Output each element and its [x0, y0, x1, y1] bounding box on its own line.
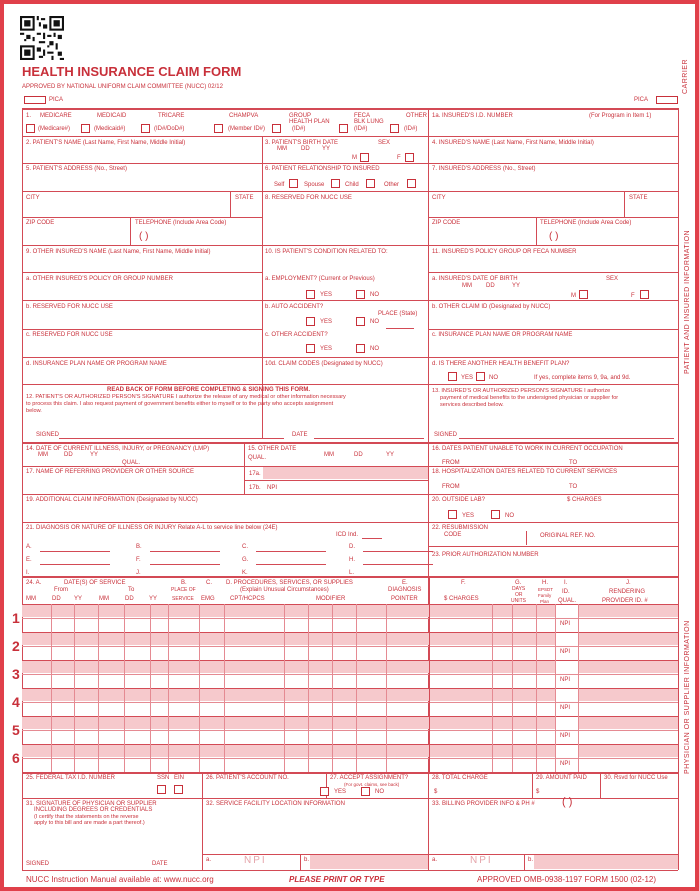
resubmission-label: 22. RESUBMISSION: [432, 525, 489, 531]
other-checkbox[interactable]: [390, 124, 399, 133]
insured-id-label: 1a. INSURED'S I.D. NUMBER: [432, 113, 513, 119]
diagnosis-letter: D.: [349, 544, 355, 550]
pica-right-label: PICA: [634, 97, 649, 103]
service-line-supplemental[interactable]: [22, 717, 555, 729]
diagnosis-letter: F.: [136, 557, 141, 563]
referring-provider-label: 17. NAME OF REFERRING PROVIDER OR OTHER SOURCE: [26, 469, 195, 475]
ssn-checkbox[interactable]: [157, 785, 166, 794]
line-number: 4: [12, 694, 20, 710]
diagnosis-letter: C.: [242, 544, 248, 550]
diagnosis-input[interactable]: [363, 577, 433, 578]
medicaid-label: MEDICAID: [97, 113, 127, 119]
medicare-label: MEDICARE: [40, 113, 72, 119]
insured-sex-f-checkbox[interactable]: [640, 290, 649, 299]
amount-paid-label: 29. AMOUNT PAID: [536, 775, 587, 781]
feca-label: FECA: [354, 113, 371, 119]
diagnosis-input[interactable]: [256, 577, 326, 578]
patient-sex-m-checkbox[interactable]: [360, 153, 369, 162]
service-line-supplemental[interactable]: [22, 689, 555, 701]
other-insured-name-label: 9. OTHER INSURED'S NAME (Last Name, First Name, Middle Initial): [26, 249, 211, 255]
reserved-8-label: 8. RESERVED FOR NUCC USE: [265, 195, 352, 201]
diagnosis-input[interactable]: [256, 551, 326, 552]
npi-label: NPI: [560, 649, 571, 655]
tricare-checkbox[interactable]: [141, 124, 150, 133]
insured-name-label: 4. INSURED'S NAME (Last Name, First Name, Middle Initial): [432, 140, 594, 146]
illness-date-label: 14. DATE OF CURRENT ILLNESS, INJURY, or PREGNANCY (LMP): [26, 446, 210, 452]
outside-lab-yes-checkbox[interactable]: [448, 510, 457, 519]
line-number: 5: [12, 722, 20, 738]
employment-label: a. EMPLOYMENT? (Current or Previous): [265, 276, 375, 282]
approval-note: APPROVED BY NATIONAL UNIFORM CLAIM COMMITTEE (NUCC) 02/12: [22, 84, 223, 90]
other-date-label: 15. OTHER DATE: [248, 446, 297, 452]
employment-yes-checkbox[interactable]: [306, 290, 315, 299]
another-plan-yes-checkbox[interactable]: [448, 372, 457, 381]
relationship-label: 6. PATIENT RELATIONSHIP TO INSURED: [265, 166, 380, 172]
patient-name-label: 2. PATIENT'S NAME (Last Name, First Name, Middle Initial): [26, 140, 186, 146]
line-number: 1: [12, 610, 20, 626]
diagnosis-letter: A.: [26, 544, 32, 550]
diagnosis-letter: G.: [242, 557, 249, 563]
other-accident-label: c. OTHER ACCIDENT?: [265, 332, 328, 338]
npi-label: NPI: [560, 621, 571, 627]
table-row[interactable]: [22, 772, 678, 773]
footer-omb: APPROVED OMB-0938-1197 FORM 1500 (02-12): [477, 875, 657, 884]
other-label: OTHER: [406, 113, 427, 119]
hospitalization-label: 18. HOSPITALIZATION DATES RELATED TO CURRENT SERVICES: [432, 469, 618, 475]
auto-no-checkbox[interactable]: [356, 317, 365, 326]
employment-no-checkbox[interactable]: [356, 290, 365, 299]
relationship-spouse-checkbox[interactable]: [331, 179, 340, 188]
qr-code: [20, 16, 64, 60]
npi-label: NPI: [560, 761, 571, 767]
diagnosis-input[interactable]: [40, 577, 110, 578]
facility-label: 32. SERVICE FACILITY LOCATION INFORMATION: [206, 801, 345, 807]
npi-label: NPI: [560, 733, 571, 739]
footer-manual: NUCC Instruction Manual available at: www.nucc.org: [26, 875, 214, 884]
medicaid-checkbox[interactable]: [81, 124, 90, 133]
outside-lab-label: 20. OUTSIDE LAB?: [432, 497, 486, 503]
diagnosis-letter: J.: [136, 570, 141, 576]
diagnosis-input[interactable]: [150, 551, 220, 552]
additional-info-label: 19. ADDITIONAL CLAIM INFORMATION (Designated by NUCC): [26, 497, 198, 503]
diagnosis-letter: E.: [26, 557, 32, 563]
npi-label: NPI: [560, 677, 571, 683]
service-line-supplemental[interactable]: [22, 633, 555, 645]
diagnosis-input[interactable]: [256, 564, 326, 565]
other-accident-no-checkbox[interactable]: [356, 344, 365, 353]
relationship-child-checkbox[interactable]: [366, 179, 375, 188]
diagnosis-input[interactable]: [40, 551, 110, 552]
account-no-label: 26. PATIENT'S ACCOUNT NO.: [206, 775, 289, 781]
tricare-label: TRICARE: [158, 113, 185, 119]
auto-accident-label: b. AUTO ACCIDENT?: [265, 304, 324, 310]
pica-left-label: PICA: [49, 97, 64, 103]
accept-no-checkbox[interactable]: [361, 787, 370, 796]
pica-left-box[interactable]: [24, 96, 46, 104]
pica-right-box[interactable]: [656, 96, 678, 104]
condition-related-label: 10. IS PATIENT'S CONDITION RELATED TO:: [265, 249, 388, 255]
outside-lab-no-checkbox[interactable]: [491, 510, 500, 519]
service-line-supplemental[interactable]: [22, 605, 555, 617]
physician-signature-label: 31. SIGNATURE OF PHYSICIAN OR SUPPLIER: [26, 801, 157, 807]
policy-group-label: 11. INSURED'S POLICY GROUP OR FECA NUMBER: [432, 249, 577, 255]
service-line-supplemental[interactable]: [22, 661, 555, 673]
service-line-supplemental[interactable]: [22, 745, 555, 757]
diagnosis-input[interactable]: [363, 564, 433, 565]
diagnosis-label: 21. DIAGNOSIS OR NATURE OF ILLNESS OR INJURY Relate A-L to service line below (24E): [26, 525, 278, 531]
physician-side-label: PHYSICIAN OR SUPPLIER INFORMATION: [684, 620, 691, 774]
npi-label: NPI: [560, 705, 571, 711]
diagnosis-input[interactable]: [150, 564, 220, 565]
another-plan-no-checkbox[interactable]: [476, 372, 485, 381]
claim-codes-label: 10d. CLAIM CODES (Designated by NUCC): [265, 361, 383, 367]
group-label: GROUP: [289, 113, 312, 119]
diagnosis-input[interactable]: [363, 551, 433, 552]
accept-assignment-label: 27. ACCEPT ASSIGNMENT?: [330, 775, 409, 781]
patient-side-label: PATIENT AND INSURED INFORMATION: [684, 229, 691, 374]
carrier-side-label: CARRIER: [682, 58, 689, 94]
diagnosis-input[interactable]: [150, 577, 220, 578]
line-number: 6: [12, 750, 20, 766]
diagnosis-letter: L.: [349, 570, 355, 576]
read-back-notice: READ BACK OF FORM BEFORE COMPLETING & SIGNING THIS FORM.: [107, 387, 310, 393]
insured-address-label: 7. INSURED'S ADDRESS (No., Street): [432, 166, 536, 172]
relationship-self-checkbox[interactable]: [289, 179, 298, 188]
diagnosis-letter: I.: [26, 570, 30, 576]
diagnosis-input[interactable]: [40, 564, 110, 565]
relationship-other-checkbox[interactable]: [407, 179, 416, 188]
champva-label: CHAMPVA: [229, 113, 259, 119]
unable-work-label: 16. DATES PATIENT UNABLE TO WORK IN CURRENT OCCUPATION: [432, 446, 623, 452]
total-charge-label: 28. TOTAL CHARGE: [432, 775, 488, 781]
line-number: 2: [12, 638, 20, 654]
auto-yes-checkbox[interactable]: [306, 317, 315, 326]
claim-form-page: HEALTH INSURANCE CLAIM FORM APPROVED BY NATIONAL UNIFORM CLAIM COMMITTEE (NUCC) 02/12 PICA PICA CARRIER PATIENT AND INSURED INFORMATION PHYSICIAN OR SUPPLIER INFORMATION 1. MEDICARE MEDICAID TRICARE CHAMPVA GROUP HEALTH PLAN FECA BLK LUNG OTHER (Medicare#) (Medicaid#) (ID#/DoD#) (Member ID#) (ID#) (ID#) (ID#) 1a. INSURED'S I.D. NUMBER (For Program in Item 1) 2. PATIENT'S NAME (Last Name, First Name, Middle Initial) 3. PATIENT'S BIRTH DATE SEX MM DD YY M F 4. INSURED'S NAME (Last Name, First Name, Middle Initial) 5. PATIENT'S ADDRESS (No., Street) 6. PATIENT RELATIONSHIP TO INSURED Self Spouse Child Other 7. INSURED'S ADDRESS (No., Street) CITY STATE 8. RESERVED FOR NUCC USE CITY STATE ZIP CODE TELEPHONE (Include Area Code) ( ) ZIP CODE TELEPHONE (Include Area Code) ( ) 9. OTHER INSURED'S NAME (Last Name, First Name, Middle Initial) 10. IS PATIENT'S CONDITION RELATED TO: 11. INSURED'S POLICY GROUP OR FECA NUMBER a. OTHER INSURED'S POLICY OR GROUP NUMBER a. EMPLOYMENT? (Current or Previous) YES NO a. INSURED'S DATE OF BIRTH SEX MM DD YY M F b. RESERVED FOR NUCC USE b. AUTO ACCIDENT? PLACE (State) YES NO b. OTHER CLAIM ID (Designated by NUCC) c. RESERVED FOR NUCC USE c. OTHER ACCIDENT? YES NO c. INSURANCE PLAN NAME OR PROGRAM NAME d. INSURANCE PLAN NAME OR PROGRAM NAME 10d. CLAIM CODES (Designated by NUCC) d. IS THERE ANOTHER HEALTH BENEFIT PLAN? YES NO If yes, complete items 9, 9a, and 9d. READ BACK OF FORM BEFORE COMPLETING & SIGNING THIS FORM. 12. PATIENT'S OR AUTHORIZED PERSON'S SIGNATURE I authorize the release of any medical or other information necessary to process this claim. I also request payment of government benefits either to myself or to the party who accepts assignment below. SIGNED DATE 13. INSURED'S OR AUTHORIZED PERSON'S SIGNATURE I authorize payment of medical benefits to the undersigned physician or supplier for services described below. SIGNED 14. DATE OF CURRENT ILLNESS, INJURY, or PREGNANCY (LMP) MM DD YY QUAL. 15. OTHER DATE QUAL. MM DD YY 16. DATES PATIENT UNABLE TO WORK IN CURRENT OCCUPATION FROM TO 17. NAME OF REFERRING PROVIDER OR OTHER SOURCE 17a. 17b. NPI 18. HOSPITALIZATION DATES RELATED TO CURRENT SERVICES FROM TO 19. ADDITIONAL CLAIM INFORMATION (Designated by NUCC) 20. OUTSIDE LAB? $ CHARGES YES NO 21. DIAGNOSIS OR NATURE OF ILLNESS OR INJURY Relate A-L to service line below (24E) ICD Ind. 22. RESUBMISSION CODE ORIGINAL REF. NO. 23. PRIOR AUTHORIZATION NUMBER 24. A. DATE(S) OF SERVICE From To MM DD YY MM DD YY B. PLACE OF SERVICE C. EMG D. PROCEDURES, SERVICES, OR SUPPLIES (Explain Unusual Circumstances) CPT/HCPCS MODIFIER E. DIAGNOSIS POINTER F. $ CHARGES G. DAYS OR UNITS H. EPSDT Family Plan I. ID. QUAL. J. RENDERING PROVIDER ID. # 1 2 3 4 5 6 25. FEDERAL TAX I.D. NUMBER SSN EIN 26. PATIENT'S ACCOUNT NO. 27. ACCEPT ASSIGNMENT? (For govt. claims, see back) YES NO 28. TOTAL CHARGE $ 29. AMOUNT PAID $ 30. Rsvd for NUCC Use 31. SIGNATURE OF PHYSICIAN OR SUPPLIER INCLUDING DEGREES OR CREDENTIALS (I certify that the statements on the reverse apply to this bill and are made a part thereof.) SIGNED DATE 32. SERVICE FACILITY LOCATION INFORMATION 33. BILLING PROVIDER INFO & PH # ( ) a. NPI b. a. NPI b. NUCC Instruction Manual available at: www.nucc.org PLEASE PRINT OR TYPE APPROVED OMB-0938-1197 FORM 1500 (02-12) A. B. C. D. E. F. G. H. I. J. K. L. NPI NPI NPI NPI NPI NPI: [0, 0, 699, 891]
diagnosis-letter: B.: [136, 544, 142, 550]
patient-sex-f-checkbox[interactable]: [405, 153, 414, 162]
medicare-checkbox[interactable]: [26, 124, 35, 133]
patient-address-label: 5. PATIENT'S ADDRESS (No., Street): [26, 166, 127, 172]
champva-checkbox[interactable]: [214, 124, 223, 133]
footer-print: PLEASE PRINT OR TYPE: [289, 875, 385, 884]
accept-yes-checkbox[interactable]: [320, 787, 329, 796]
feca-checkbox[interactable]: [339, 124, 348, 133]
birth-date-label: 3. PATIENT'S BIRTH DATE: [265, 140, 339, 146]
billing-provider-label: 33. BILLING PROVIDER INFO & PH #: [432, 801, 535, 807]
other-accident-yes-checkbox[interactable]: [306, 344, 315, 353]
prior-auth-label: 23. PRIOR AUTHORIZATION NUMBER: [432, 552, 539, 558]
form-title: HEALTH INSURANCE CLAIM FORM: [22, 64, 242, 79]
line-number: 3: [12, 666, 20, 682]
insured-sex-m-checkbox[interactable]: [579, 290, 588, 299]
group-checkbox[interactable]: [272, 124, 281, 133]
diagnosis-letter: H.: [349, 557, 355, 563]
diagnosis-letter: K.: [242, 570, 248, 576]
tax-id-label: 25. FEDERAL TAX I.D. NUMBER: [26, 775, 115, 781]
ein-checkbox[interactable]: [174, 785, 183, 794]
